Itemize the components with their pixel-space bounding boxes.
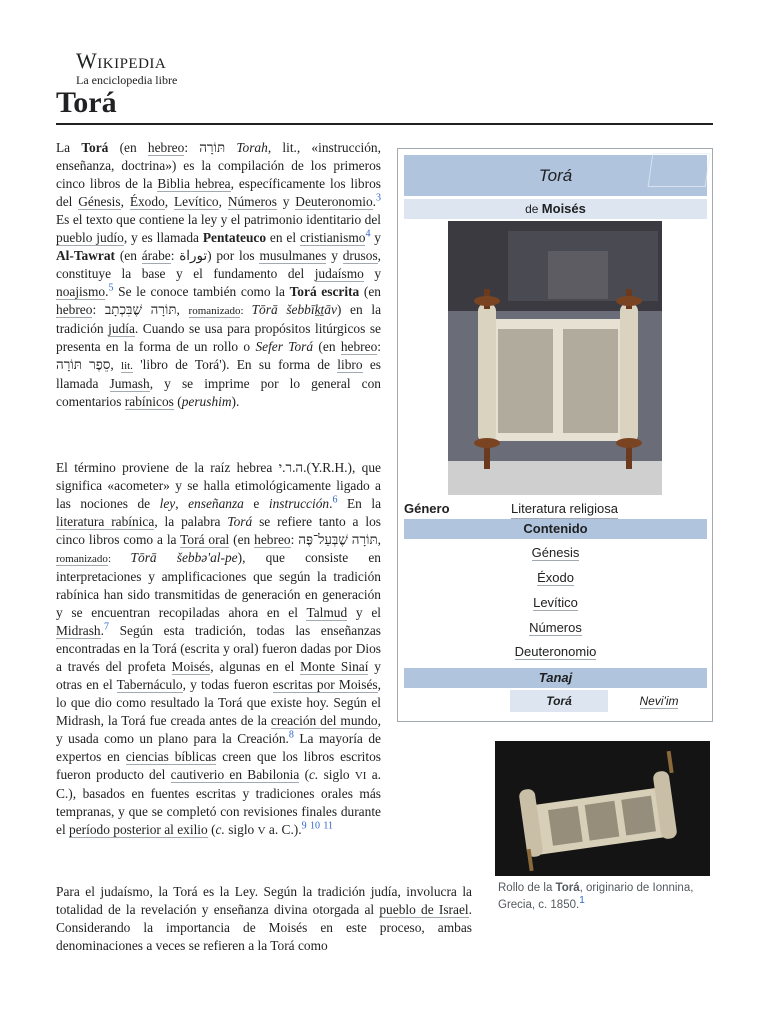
- link-tora-oral[interactable]: Torá oral: [180, 532, 230, 547]
- link-romanizado[interactable]: romanizado: [188, 305, 241, 317]
- ref-5[interactable]: 5: [108, 282, 114, 294]
- link-libro[interactable]: libro: [337, 357, 363, 372]
- link-judia[interactable]: judía: [108, 321, 135, 336]
- ref-7[interactable]: 7: [104, 621, 109, 633]
- link-periodo-posterior-exilio[interactable]: período posterior al exilio: [69, 822, 208, 837]
- link-numeros[interactable]: Números: [227, 194, 277, 209]
- scroll-watermark-icon: [648, 153, 711, 187]
- infobox-genre-value[interactable]: Literatura religiosa: [511, 500, 618, 519]
- link-noajismo[interactable]: noajismo: [56, 284, 106, 299]
- page-title: Torá: [56, 86, 117, 119]
- link-pueblo-de-israel[interactable]: pueblo de Israel: [379, 902, 469, 917]
- torah-scroll-photo[interactable]: [448, 221, 662, 495]
- infobox-tanaj-header: Tanaj: [404, 668, 707, 688]
- link-monte-sinai[interactable]: Monte Sinaí: [300, 659, 369, 674]
- link-hebreo-3[interactable]: hebreo: [340, 339, 378, 354]
- link-lit[interactable]: lit.: [121, 360, 133, 372]
- link-literatura-rabinica[interactable]: literatura rabínica: [56, 514, 155, 529]
- infobox: [397, 148, 713, 722]
- link-musulmanes[interactable]: musulmanes: [259, 248, 327, 263]
- link-hebreo-2[interactable]: hebreo: [56, 302, 93, 317]
- tab-tora[interactable]: Torá: [510, 690, 608, 712]
- infobox-author-link[interactable]: Moisés: [541, 201, 586, 216]
- link-cautiverio-babilonia[interactable]: cautiverio en Babilonia: [170, 767, 300, 782]
- link-romanizado-2[interactable]: romanizado: [56, 553, 108, 565]
- tab-neviim[interactable]: Nevi'im: [639, 694, 679, 708]
- link-biblia-hebrea[interactable]: Biblia hebrea: [157, 176, 231, 191]
- infobox-contents-header: Contenido: [404, 519, 707, 539]
- link-hebreo[interactable]: hebreo: [147, 140, 185, 155]
- ref-4[interactable]: 4: [365, 228, 371, 240]
- ref-11[interactable]: 11: [323, 820, 333, 832]
- link-arabe[interactable]: árabe: [141, 248, 171, 263]
- link-midrash[interactable]: Midrash: [56, 623, 101, 638]
- link-moises[interactable]: Moisés: [171, 659, 211, 674]
- link-jumash[interactable]: Jumash: [109, 376, 150, 391]
- ref-8[interactable]: 8: [288, 729, 294, 741]
- caption-ref-1[interactable]: 1: [579, 895, 585, 907]
- intro-paragraph-3: Para el judaísmo, la Torá es la Ley. Según la tradición judía, involucra la totalidad de la revelación y enseñanza divina otorgada al pueblo de Israel. Considerando la importancia de Moisés en este proceso, ambas denominaciones a veces se refieren a la Torá como: [56, 884, 472, 953]
- link-drusos[interactable]: drusos: [342, 248, 378, 263]
- link-escritas-por-moises[interactable]: escritas por Moisés: [272, 677, 378, 692]
- link-ciencias-biblicas[interactable]: ciencias bíblicas: [125, 749, 217, 764]
- ref-10[interactable]: 10: [309, 820, 320, 832]
- link-exodo[interactable]: Éxodo: [129, 194, 165, 209]
- wikipedia-tagline: La enciclopedia libre: [76, 73, 178, 87]
- infobox-content-item[interactable]: Deuteronomio: [514, 644, 597, 659]
- intro-paragraph-2: El término proviene de la raíz hebrea ה.ר.י.(Y.R.H.), que significa «acometer» y se halla etimológicamente ligado a las nociones de ley, enseñanza e instrucción.$^6$ En la literatura rabínica, la palabra Torá se refiere tanto a los cinco libros como a la Torá oral (en hebreo: תּוֹרָה שֶׁבְּעַל־פֶּה, romanizado: Tōrā šebbə'al-pe), que consiste en interpretaciones y amplificaciones que según la tradición rabínica han sido transmitidas de generación en generación y se encuentran recopiladas ahora en el Talmud y el Midrash.$^7$ Según esta tradición, todas las enseñanzas encontradas en la Torá (escrita y oral) fueron dadas por Dios a través del profeta Moisés, algunas en el Monte Sinaí y otras en el Tabernáculo, y todas fueron escritas por Moisés, lo que dio como resultado la Torá que existe hoy. Según el Midrash, la Torá fue creada antes de la creación del mundo, y usada como un plano para la Creación.$^8$ La mayoría de expertos en ciencias bíblicas creen que los libros escritos fueron producto del cautiverio en Babilonia (c. siglo VI a. C.), basados en fuentes escritas y tradiciones orales más tempranas, y que se completó con revisiones finales durante el período posterior al exilio (c. siglo V a. C.).$^9$ $^{10}$ $^{11}$: [56, 460, 382, 837]
- infobox-content-item[interactable]: Levítico: [533, 595, 578, 610]
- ref-3[interactable]: 3: [376, 192, 382, 204]
- infobox-subtitle: de Moisés: [404, 199, 707, 219]
- infobox-content-item[interactable]: Éxodo: [537, 570, 574, 585]
- intro-paragraph-1: La Torá (en hebreo: תּוֹרָה Torah, lit., «instrucción, enseñanza, doctrina») es la compilación de los primeros cinco libros de la Biblia hebrea, específicamente los libros del Génesis, Éxodo, Levítico, Números y Deuteronomio.$^3$ Es el texto que contiene la ley y el patrimonio identitario del pueblo judío, y es llamada Pentateuco en el cristianismo$^4$ y Al-Tawrat (en árabe: توراة) por los musulmanes y drusos, constituye la base y el fundamento del judaísmo y noajismo.$^5$ Se le conoce también como la Torá escrita (en hebreo: תּוֹרָה שֶׁבִּכְתָב, romanizado: Tōrā šebbīḵṯāv) en la tradición judía. Cuando se usa para propósitos litúrgicos se presenta en la forma de un rollo o Sefer Torá (en hebreo: סֵפֶר תּוֹרָה, lit. 'libro de Torá'). En su forma de libro es llamada Jumash, y se imprime por lo general con comentarios rabínicos (perushim).: [56, 140, 382, 409]
- link-judaismo[interactable]: judaísmo: [314, 266, 364, 281]
- link-genesis[interactable]: Génesis: [78, 194, 121, 209]
- link-talmud[interactable]: Talmud: [306, 605, 348, 620]
- infobox-content-item[interactable]: Génesis: [531, 545, 580, 560]
- ref-9[interactable]: 9: [301, 820, 307, 832]
- link-tabernaculo[interactable]: Tabernáculo: [116, 677, 183, 692]
- wikipedia-logo[interactable]: [76, 50, 206, 87]
- infobox-content-item[interactable]: Números: [529, 620, 582, 635]
- link-pueblo-judio[interactable]: pueblo judío: [56, 230, 124, 245]
- ref-6[interactable]: 6: [332, 494, 338, 506]
- infobox-title: Torá: [538, 166, 573, 185]
- link-cristianismo[interactable]: cristianismo: [299, 230, 366, 245]
- link-rabinicos[interactable]: rabínicos: [124, 394, 174, 409]
- link-creacion-del-mundo[interactable]: creación del mundo: [270, 713, 378, 728]
- link-deuteronomio[interactable]: Deuteronomio: [295, 194, 373, 209]
- torah-scroll-thumbnail-photo[interactable]: [495, 741, 710, 876]
- infobox-genre-label: Género: [404, 501, 450, 516]
- link-levitico[interactable]: Levítico: [173, 194, 219, 209]
- thumbnail-caption: Rollo de la Torá, originario de Ionnina, Grecia, c. 1850.$^1$: [498, 882, 694, 911]
- wikipedia-wordmark: Wikipedia: [76, 48, 167, 73]
- link-hebreo-4[interactable]: hebreo: [254, 532, 291, 547]
- title-divider: [56, 123, 713, 125]
